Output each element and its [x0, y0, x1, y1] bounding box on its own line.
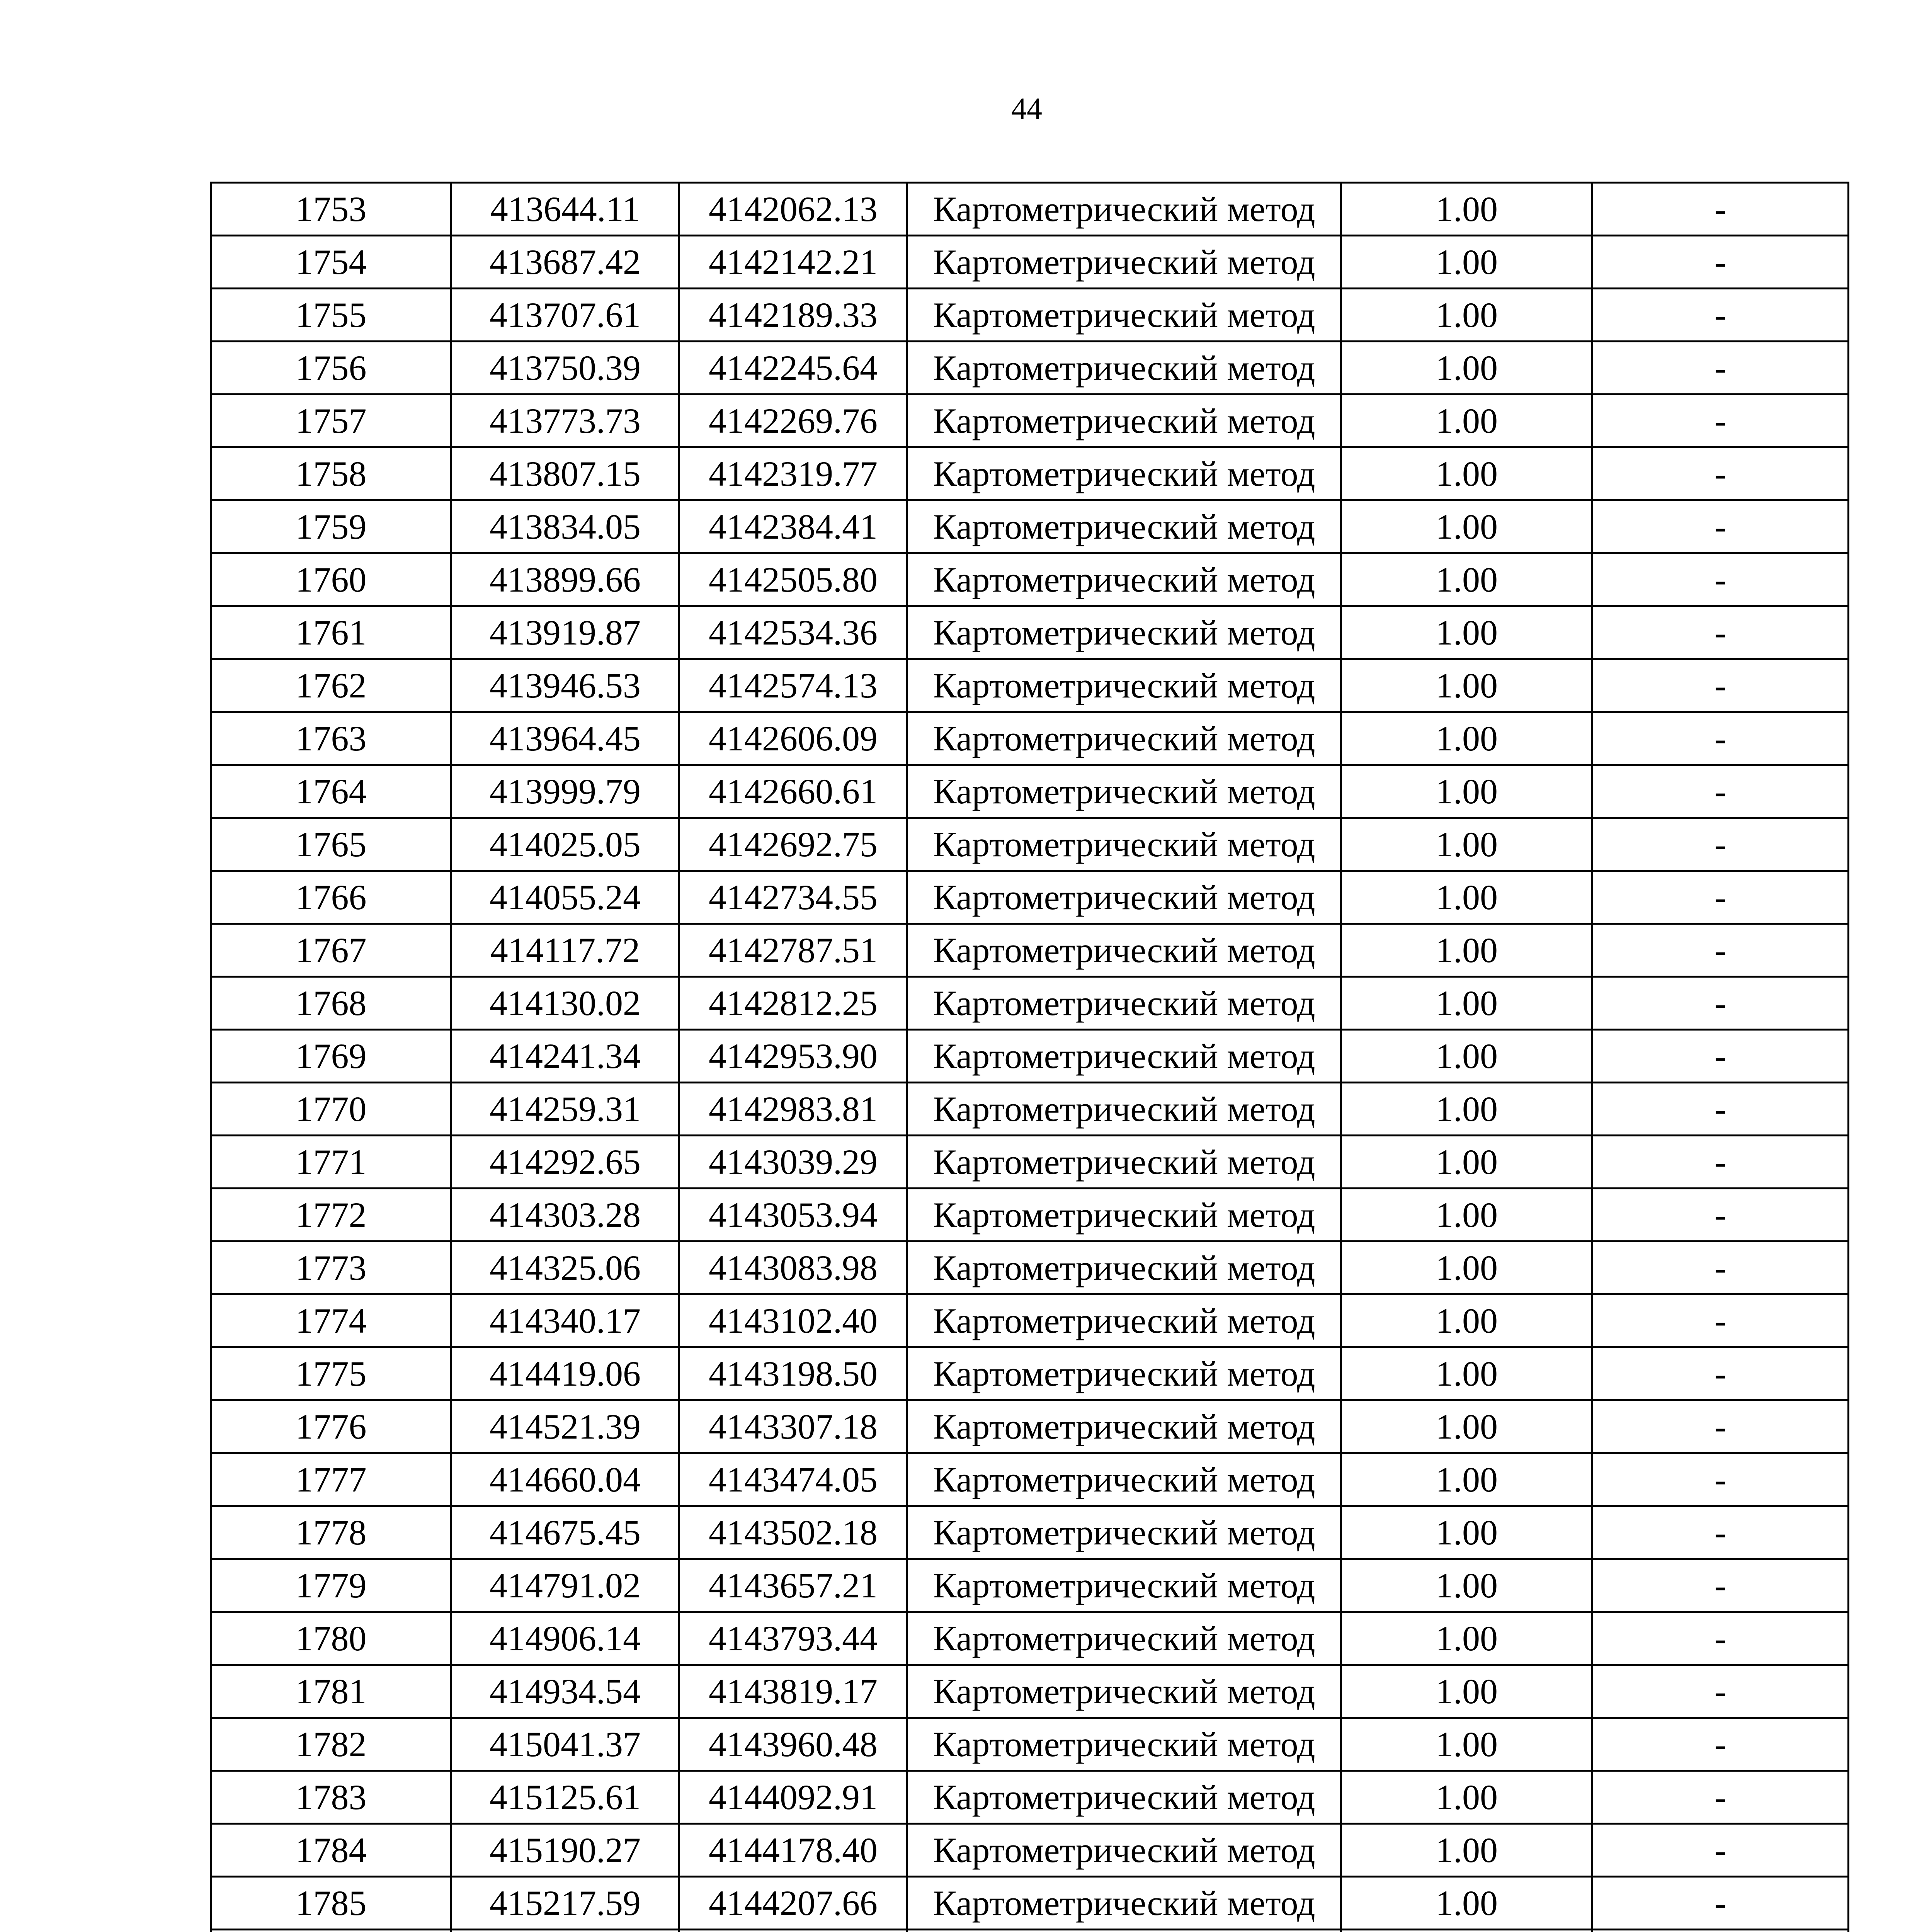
- page-number: 44: [1011, 92, 1042, 126]
- x-coordinate-cell: 414130.02: [451, 977, 679, 1030]
- x-coordinate-cell: 414660.04: [451, 1453, 679, 1506]
- x-coordinate-cell: 413707.61: [451, 289, 679, 342]
- x-coordinate-cell: 414419.06: [451, 1347, 679, 1400]
- table-row: [211, 236, 1849, 289]
- accuracy-cell: 1.00: [1341, 1136, 1592, 1189]
- table-row: [211, 765, 1849, 818]
- point-number-cell: 1769: [211, 1030, 451, 1083]
- y-coordinate-cell: 4142692.75: [679, 818, 907, 871]
- accuracy-cell: 1.00: [1341, 395, 1592, 447]
- accuracy-cell: 1.00: [1341, 1771, 1592, 1824]
- method-cell: Картометрический метод: [907, 1559, 1341, 1612]
- description-cell: -: [1592, 1718, 1849, 1771]
- description-cell: -: [1592, 1347, 1849, 1400]
- description-cell: -: [1592, 765, 1849, 818]
- table-body: [211, 183, 1849, 1932]
- method-cell: Картометрический метод: [907, 289, 1341, 342]
- point-number-cell: 1780: [211, 1612, 451, 1665]
- method-cell: [907, 1930, 1341, 1932]
- point-number-cell: 1779: [211, 1559, 451, 1612]
- x-coordinate-cell: 414325.06: [451, 1242, 679, 1294]
- point-number-cell: 1756: [211, 342, 451, 395]
- x-coordinate-cell: 415125.61: [451, 1771, 679, 1824]
- y-coordinate-cell: 4142384.41: [679, 500, 907, 553]
- y-coordinate-cell: 4142062.13: [679, 183, 907, 236]
- point-number-cell: 1777: [211, 1453, 451, 1506]
- y-coordinate-cell: [679, 1930, 907, 1932]
- method-cell: Картометрический метод: [907, 1718, 1341, 1771]
- accuracy-cell: 1.00: [1341, 924, 1592, 977]
- table-row: [211, 1136, 1849, 1189]
- accuracy-cell: 1.00: [1341, 553, 1592, 606]
- point-number-cell: 1778: [211, 1506, 451, 1559]
- method-cell: Картометрический метод: [907, 1506, 1341, 1559]
- y-coordinate-cell: 4142660.61: [679, 765, 907, 818]
- description-cell: -: [1592, 659, 1849, 712]
- y-coordinate-cell: 4142505.80: [679, 553, 907, 606]
- method-cell: Картометрический метод: [907, 871, 1341, 924]
- y-coordinate-cell: 4143960.48: [679, 1718, 907, 1771]
- table-row: [211, 1083, 1849, 1136]
- point-number-cell: 1753: [211, 183, 451, 236]
- accuracy-cell: 1.00: [1341, 1559, 1592, 1612]
- description-cell: -: [1592, 1612, 1849, 1665]
- point-number-cell: 1765: [211, 818, 451, 871]
- x-coordinate-cell: 414025.05: [451, 818, 679, 871]
- y-coordinate-cell: 4143039.29: [679, 1136, 907, 1189]
- x-coordinate-cell: 413807.15: [451, 447, 679, 500]
- method-cell: Картометрический метод: [907, 1083, 1341, 1136]
- accuracy-cell: 1.00: [1341, 977, 1592, 1030]
- method-cell: Картометрический метод: [907, 712, 1341, 765]
- y-coordinate-cell: 4142534.36: [679, 606, 907, 659]
- table-row: [211, 818, 1849, 871]
- accuracy-cell: 1.00: [1341, 1083, 1592, 1136]
- point-number-cell: 1760: [211, 553, 451, 606]
- x-coordinate-cell: 414791.02: [451, 1559, 679, 1612]
- y-coordinate-cell: 4142189.33: [679, 289, 907, 342]
- y-coordinate-cell: 4143053.94: [679, 1189, 907, 1242]
- y-coordinate-cell: 4144178.40: [679, 1824, 907, 1877]
- point-number-cell: 1755: [211, 289, 451, 342]
- description-cell: -: [1592, 1665, 1849, 1718]
- y-coordinate-cell: 4142787.51: [679, 924, 907, 977]
- description-cell: -: [1592, 447, 1849, 500]
- accuracy-cell: 1.00: [1341, 1347, 1592, 1400]
- point-number-cell: 1781: [211, 1665, 451, 1718]
- method-cell: Картометрический метод: [907, 1453, 1341, 1506]
- description-cell: -: [1592, 1771, 1849, 1824]
- x-coordinate-cell: 413964.45: [451, 712, 679, 765]
- x-coordinate-cell: 413687.42: [451, 236, 679, 289]
- description-cell: -: [1592, 1242, 1849, 1294]
- description-cell: -: [1592, 553, 1849, 606]
- accuracy-cell: 1.00: [1341, 236, 1592, 289]
- method-cell: Картометрический метод: [907, 395, 1341, 447]
- table-row: [211, 1877, 1849, 1930]
- point-number-cell: 1768: [211, 977, 451, 1030]
- method-cell: Картометрический метод: [907, 765, 1341, 818]
- description-cell: -: [1592, 342, 1849, 395]
- description-cell: -: [1592, 1559, 1849, 1612]
- table-row: [211, 1030, 1849, 1083]
- point-number-cell: 1754: [211, 236, 451, 289]
- description-cell: -: [1592, 818, 1849, 871]
- accuracy-cell: 1.00: [1341, 1400, 1592, 1453]
- y-coordinate-cell: 4143102.40: [679, 1294, 907, 1347]
- method-cell: Картометрический метод: [907, 1877, 1341, 1930]
- point-number-cell: 1759: [211, 500, 451, 553]
- x-coordinate-cell: 414906.14: [451, 1612, 679, 1665]
- table-row: [211, 1665, 1849, 1718]
- y-coordinate-cell: 4143819.17: [679, 1665, 907, 1718]
- point-number-cell: 1774: [211, 1294, 451, 1347]
- description-cell: -: [1592, 289, 1849, 342]
- description-cell: -: [1592, 1030, 1849, 1083]
- y-coordinate-cell: 4142269.76: [679, 395, 907, 447]
- table-row: [211, 712, 1849, 765]
- accuracy-cell: 1.00: [1341, 1718, 1592, 1771]
- description-cell: -: [1592, 1189, 1849, 1242]
- point-number-cell: [211, 1930, 451, 1932]
- method-cell: Картометрический метод: [907, 183, 1341, 236]
- table-row: [211, 924, 1849, 977]
- method-cell: Картометрический метод: [907, 1824, 1341, 1877]
- method-cell: Картометрический метод: [907, 1294, 1341, 1347]
- table-row: [211, 1930, 1849, 1932]
- method-cell: Картометрический метод: [907, 606, 1341, 659]
- table-row: [211, 1771, 1849, 1824]
- point-number-cell: 1783: [211, 1771, 451, 1824]
- point-number-cell: 1772: [211, 1189, 451, 1242]
- description-cell: -: [1592, 924, 1849, 977]
- method-cell: Картометрический метод: [907, 342, 1341, 395]
- method-cell: Картометрический метод: [907, 1347, 1341, 1400]
- y-coordinate-cell: 4143307.18: [679, 1400, 907, 1453]
- x-coordinate-cell: 414259.31: [451, 1083, 679, 1136]
- method-cell: Картометрический метод: [907, 1612, 1341, 1665]
- description-cell: -: [1592, 1506, 1849, 1559]
- x-coordinate-cell: 414292.65: [451, 1136, 679, 1189]
- table-row: [211, 1612, 1849, 1665]
- description-cell: -: [1592, 395, 1849, 447]
- x-coordinate-cell: 414055.24: [451, 871, 679, 924]
- description-cell: -: [1592, 871, 1849, 924]
- description-cell: -: [1592, 977, 1849, 1030]
- y-coordinate-cell: 4144092.91: [679, 1771, 907, 1824]
- accuracy-cell: 1.00: [1341, 712, 1592, 765]
- table-row: [211, 977, 1849, 1030]
- table-row: [211, 659, 1849, 712]
- description-cell: -: [1592, 1824, 1849, 1877]
- method-cell: Картометрический метод: [907, 1189, 1341, 1242]
- y-coordinate-cell: 4142983.81: [679, 1083, 907, 1136]
- x-coordinate-cell: 414117.72: [451, 924, 679, 977]
- table-row: [211, 1242, 1849, 1294]
- table-row: [211, 395, 1849, 447]
- description-cell: -: [1592, 236, 1849, 289]
- accuracy-cell: 1.00: [1341, 1506, 1592, 1559]
- point-number-cell: 1764: [211, 765, 451, 818]
- accuracy-cell: 1.00: [1341, 289, 1592, 342]
- table-row: [211, 500, 1849, 553]
- point-number-cell: 1766: [211, 871, 451, 924]
- x-coordinate-cell: 415217.59: [451, 1877, 679, 1930]
- accuracy-cell: 1.00: [1341, 1242, 1592, 1294]
- description-cell: [1592, 1930, 1849, 1932]
- method-cell: Картометрический метод: [907, 447, 1341, 500]
- point-number-cell: 1773: [211, 1242, 451, 1294]
- method-cell: Картометрический метод: [907, 924, 1341, 977]
- point-number-cell: 1771: [211, 1136, 451, 1189]
- y-coordinate-cell: 4144207.66: [679, 1877, 907, 1930]
- table-row: [211, 183, 1849, 236]
- table-row: [211, 1506, 1849, 1559]
- x-coordinate-cell: 413644.11: [451, 183, 679, 236]
- accuracy-cell: 1.00: [1341, 1824, 1592, 1877]
- y-coordinate-cell: 4143083.98: [679, 1242, 907, 1294]
- table-row: [211, 1453, 1849, 1506]
- point-number-cell: 1757: [211, 395, 451, 447]
- table-row: [211, 553, 1849, 606]
- y-coordinate-cell: 4142953.90: [679, 1030, 907, 1083]
- accuracy-cell: 1.00: [1341, 500, 1592, 553]
- table-row: [211, 342, 1849, 395]
- x-coordinate-cell: 414303.28: [451, 1189, 679, 1242]
- accuracy-cell: 1.00: [1341, 765, 1592, 818]
- y-coordinate-cell: 4143474.05: [679, 1453, 907, 1506]
- x-coordinate-cell: 413999.79: [451, 765, 679, 818]
- accuracy-cell: 1.00: [1341, 1453, 1592, 1506]
- point-number-cell: 1784: [211, 1824, 451, 1877]
- y-coordinate-cell: 4142734.55: [679, 871, 907, 924]
- point-number-cell: 1767: [211, 924, 451, 977]
- point-number-cell: 1762: [211, 659, 451, 712]
- method-cell: Картометрический метод: [907, 1136, 1341, 1189]
- table-row: [211, 1559, 1849, 1612]
- description-cell: -: [1592, 1877, 1849, 1930]
- table-row: [211, 1718, 1849, 1771]
- point-number-cell: 1775: [211, 1347, 451, 1400]
- accuracy-cell: 1.00: [1341, 1294, 1592, 1347]
- y-coordinate-cell: 4142142.21: [679, 236, 907, 289]
- x-coordinate-cell: 415190.27: [451, 1824, 679, 1877]
- x-coordinate-cell: 413773.73: [451, 395, 679, 447]
- table-row: [211, 871, 1849, 924]
- method-cell: Картометрический метод: [907, 500, 1341, 553]
- x-coordinate-cell: 414241.34: [451, 1030, 679, 1083]
- accuracy-cell: 1.00: [1341, 659, 1592, 712]
- point-number-cell: 1758: [211, 447, 451, 500]
- y-coordinate-cell: 4143657.21: [679, 1559, 907, 1612]
- x-coordinate-cell: 413750.39: [451, 342, 679, 395]
- method-cell: Картометрический метод: [907, 1242, 1341, 1294]
- description-cell: -: [1592, 500, 1849, 553]
- x-coordinate-cell: 414340.17: [451, 1294, 679, 1347]
- table-row: [211, 1347, 1849, 1400]
- y-coordinate-cell: 4143502.18: [679, 1506, 907, 1559]
- description-cell: -: [1592, 1400, 1849, 1453]
- description-cell: -: [1592, 712, 1849, 765]
- description-cell: -: [1592, 183, 1849, 236]
- x-coordinate-cell: [451, 1930, 679, 1932]
- accuracy-cell: 1.00: [1341, 183, 1592, 236]
- accuracy-cell: 1.00: [1341, 447, 1592, 500]
- accuracy-cell: 1.00: [1341, 871, 1592, 924]
- table-row: [211, 1189, 1849, 1242]
- accuracy-cell: 1.00: [1341, 606, 1592, 659]
- method-cell: Картометрический метод: [907, 1665, 1341, 1718]
- method-cell: Картометрический метод: [907, 659, 1341, 712]
- y-coordinate-cell: 4143198.50: [679, 1347, 907, 1400]
- coordinates-table: [210, 182, 1849, 1932]
- x-coordinate-cell: 415041.37: [451, 1718, 679, 1771]
- accuracy-cell: 1.00: [1341, 1189, 1592, 1242]
- point-number-cell: 1763: [211, 712, 451, 765]
- description-cell: -: [1592, 1083, 1849, 1136]
- accuracy-cell: 1.00: [1341, 1612, 1592, 1665]
- description-cell: -: [1592, 1136, 1849, 1189]
- method-cell: Картометрический метод: [907, 1030, 1341, 1083]
- accuracy-cell: 1.00: [1341, 1030, 1592, 1083]
- point-number-cell: 1785: [211, 1877, 451, 1930]
- y-coordinate-cell: 4142245.64: [679, 342, 907, 395]
- x-coordinate-cell: 414675.45: [451, 1506, 679, 1559]
- method-cell: Картометрический метод: [907, 236, 1341, 289]
- y-coordinate-cell: 4143793.44: [679, 1612, 907, 1665]
- table-row: [211, 1824, 1849, 1877]
- table-row: [211, 1294, 1849, 1347]
- point-number-cell: 1782: [211, 1718, 451, 1771]
- accuracy-cell: [1341, 1930, 1592, 1932]
- y-coordinate-cell: 4142812.25: [679, 977, 907, 1030]
- accuracy-cell: 1.00: [1341, 1877, 1592, 1930]
- description-cell: -: [1592, 606, 1849, 659]
- table-row: [211, 1400, 1849, 1453]
- accuracy-cell: 1.00: [1341, 818, 1592, 871]
- point-number-cell: 1776: [211, 1400, 451, 1453]
- y-coordinate-cell: 4142574.13: [679, 659, 907, 712]
- x-coordinate-cell: 413834.05: [451, 500, 679, 553]
- x-coordinate-cell: 413919.87: [451, 606, 679, 659]
- method-cell: Картометрический метод: [907, 1771, 1341, 1824]
- x-coordinate-cell: 414934.54: [451, 1665, 679, 1718]
- method-cell: Картометрический метод: [907, 977, 1341, 1030]
- table-row: [211, 289, 1849, 342]
- accuracy-cell: 1.00: [1341, 342, 1592, 395]
- description-cell: -: [1592, 1453, 1849, 1506]
- point-number-cell: 1761: [211, 606, 451, 659]
- y-coordinate-cell: 4142606.09: [679, 712, 907, 765]
- method-cell: Картометрический метод: [907, 1400, 1341, 1453]
- point-number-cell: 1770: [211, 1083, 451, 1136]
- y-coordinate-cell: 4142319.77: [679, 447, 907, 500]
- method-cell: Картометрический метод: [907, 553, 1341, 606]
- accuracy-cell: 1.00: [1341, 1665, 1592, 1718]
- method-cell: Картометрический метод: [907, 818, 1341, 871]
- x-coordinate-cell: 413899.66: [451, 553, 679, 606]
- table-row: [211, 606, 1849, 659]
- x-coordinate-cell: 414521.39: [451, 1400, 679, 1453]
- x-coordinate-cell: 413946.53: [451, 659, 679, 712]
- description-cell: -: [1592, 1294, 1849, 1347]
- table-row: [211, 447, 1849, 500]
